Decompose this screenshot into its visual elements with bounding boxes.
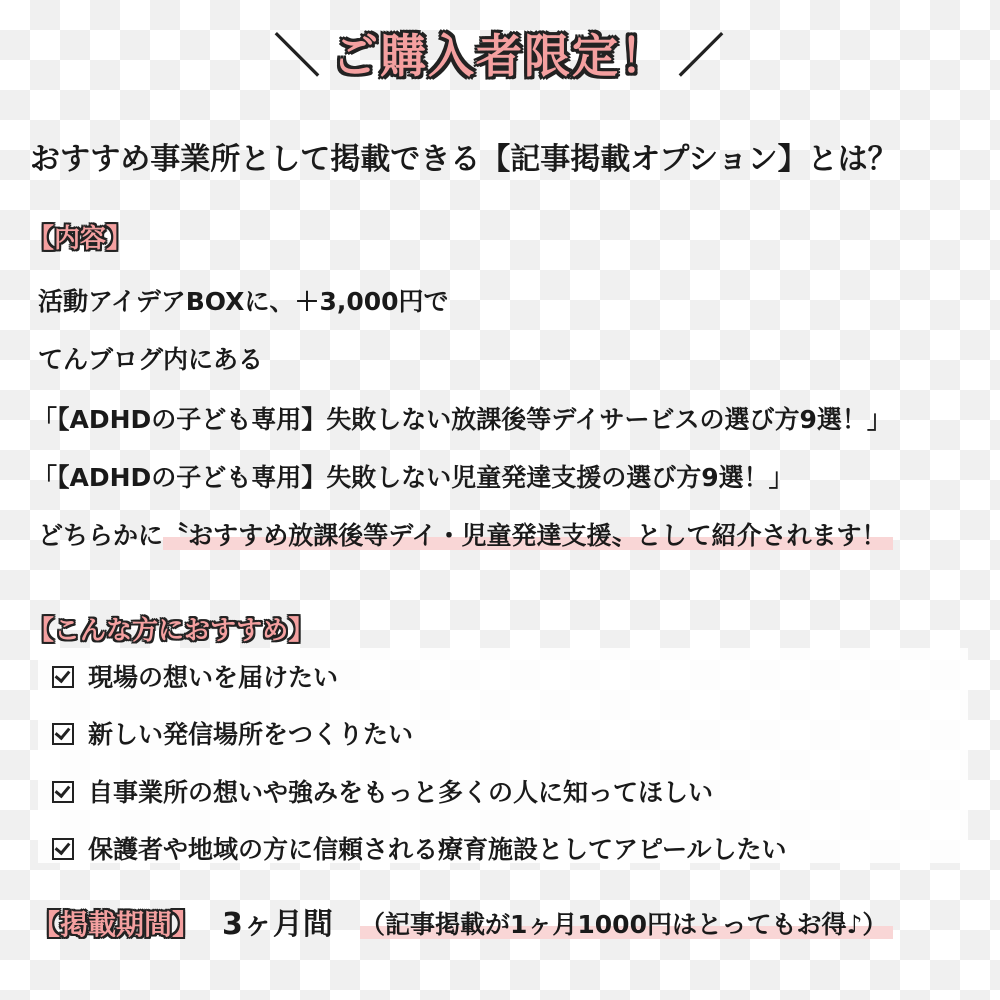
content-line: 「【ADHDの子ども専用】失敗しない放課後等デイサービスの選び方9選！」 <box>32 405 892 434</box>
title-text: ご購入者限定！ <box>332 29 668 83</box>
content-last-line-highlight: 〝おすすめ放課後等デイ・児童発達支援〟として紹介されます！ <box>163 521 893 550</box>
period-value: 3ヶ月間 <box>222 907 333 942</box>
title-slash-left: ＼ <box>274 29 322 83</box>
period-section-label: 【掲載期間】 <box>32 908 201 941</box>
checkbox-icon <box>52 838 74 860</box>
recommend-item <box>52 773 713 809</box>
content-last-line-plain: どちらかに <box>38 521 164 550</box>
page-title <box>0 20 1000 86</box>
checkbox-icon <box>52 666 74 688</box>
recommend-section-label: 【こんな方におすすめ】 <box>28 616 315 646</box>
subtitle: おすすめ事業所として掲載できる【記事掲載オプション】とは？ <box>30 142 898 177</box>
content-line: 活動アイデアBOXに、＋3,000円で <box>38 287 449 316</box>
period-note <box>360 905 893 941</box>
content-line: てんブログ内にある <box>38 345 264 374</box>
title-slash-right: ／ <box>678 29 726 83</box>
content-last-line <box>38 516 893 552</box>
recommend-item-label: 現場の想いを届けたい <box>88 663 339 692</box>
checkbox-icon <box>52 781 74 803</box>
content-section-label: 【内容】 <box>28 224 133 254</box>
recommend-item <box>52 830 787 866</box>
recommend-item-label: 新しい発信場所をつくりたい <box>88 720 414 749</box>
checkbox-icon <box>52 723 74 745</box>
recommend-item-label: 自事業所の想いや強みをもっと多くの人に知ってほしい <box>88 778 714 807</box>
recommend-item <box>52 658 338 694</box>
period-note-text: （記事掲載が1ヶ月1000円はとってもお得♪） <box>360 910 893 939</box>
recommend-item <box>52 715 413 751</box>
content-line: 「【ADHDの子ども専用】失敗しない児童発達支援の選び方9選！」 <box>32 463 794 492</box>
recommend-item-label: 保護者や地域の方に信頼される療育施設としてアピールしたい <box>88 835 787 864</box>
